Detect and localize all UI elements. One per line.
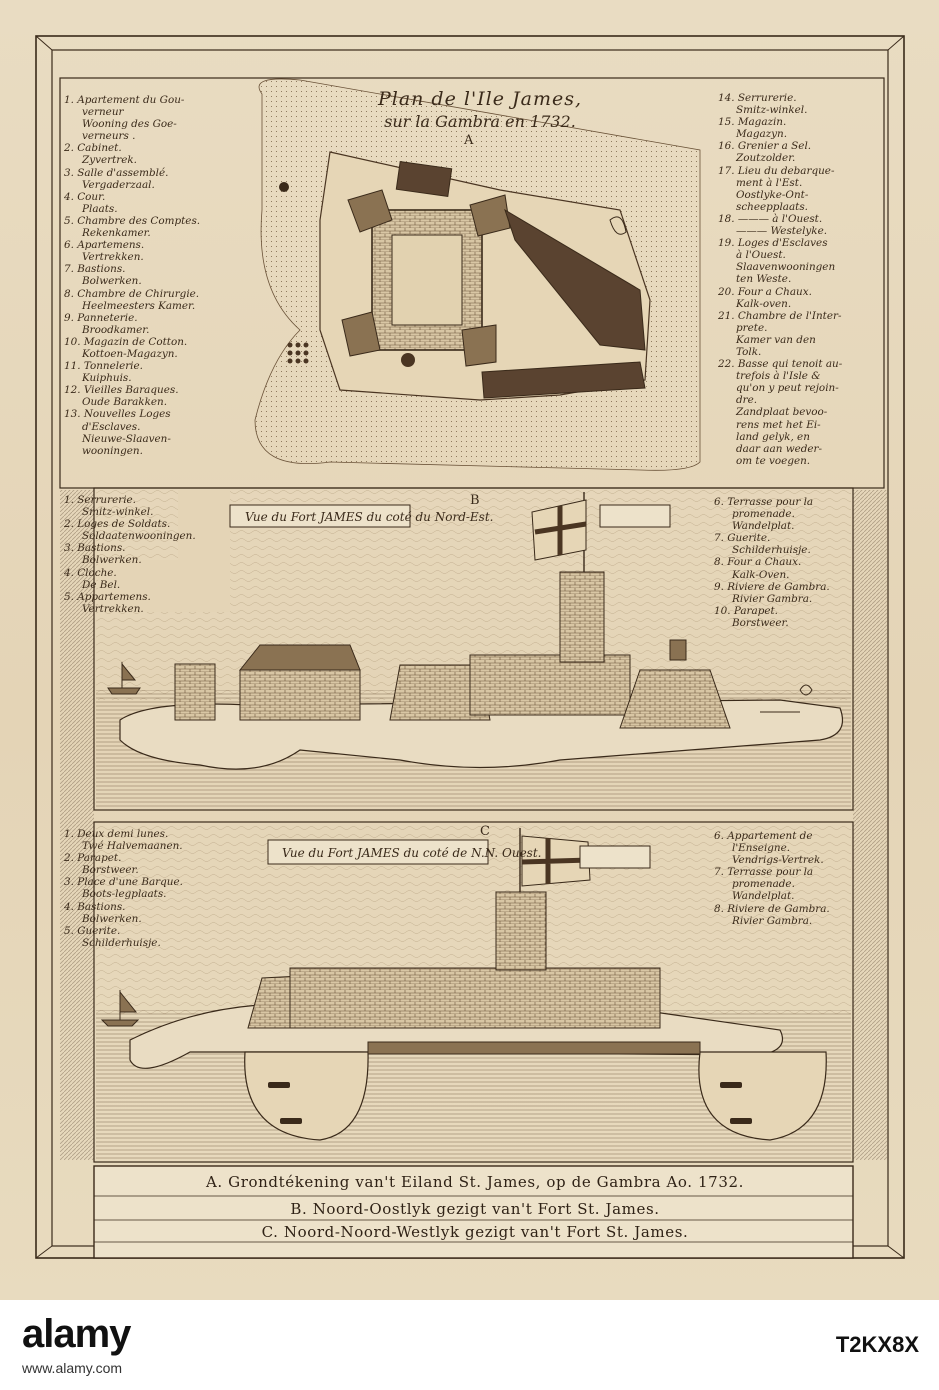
legend-entry: Rivier Gambra. <box>732 914 813 927</box>
soldiers-lodges-roof <box>240 645 360 670</box>
legend-entry: 7. Bastions. <box>64 263 126 276</box>
apartments-b <box>470 655 630 715</box>
view-b-legend-left <box>64 494 234 615</box>
legend-entry: 11. Tonnelerie. <box>64 360 143 373</box>
bastion-se <box>462 325 496 366</box>
legend-entry: 6. Apartemens. <box>64 239 145 252</box>
banner-c-right <box>580 846 650 868</box>
legend-entry: De Bel. <box>82 578 121 591</box>
plan-letter: A <box>464 133 474 148</box>
tower-c <box>496 892 546 970</box>
legend-entry: 4. Bastions. <box>64 900 126 913</box>
legend-entry: 22. Basse qui tenoit au- <box>718 358 843 371</box>
legend-entry: qu'on y peut rejoin- <box>736 382 839 395</box>
legend-entry: Twé Halvemaanen. <box>82 840 183 853</box>
legend-entry: d'Esclaves. <box>82 420 141 433</box>
legend-entry: verneur <box>82 106 124 119</box>
legend-entry: Broodkamer. <box>82 323 150 336</box>
legend-entry: Bolwerken. <box>82 275 142 288</box>
right-side-border <box>853 490 887 1160</box>
legend-entry: Kottoen-Magazyn. <box>82 347 178 360</box>
legend-entry: 19. Loges d'Esclaves <box>718 237 828 250</box>
legend-entry: 7. Guerite. <box>714 532 771 545</box>
legend-entry: 10. Magazin de Cotton. <box>64 335 188 348</box>
legend-entry: 18. ——— à l'Ouest. <box>718 212 823 225</box>
tower-b <box>560 572 604 662</box>
plan-title: Plan de l'Ile James, <box>377 88 583 110</box>
image-id: T2KX8X <box>835 1332 919 1357</box>
legend-entry: 14. Serrurerie. <box>718 92 797 104</box>
view-c-legend-right <box>714 830 864 927</box>
view-c-banner: Vue du Fort JAMES du coté de N.N. Ouest. <box>282 846 542 860</box>
legend-entry: 12. Vieilles Baraques. <box>64 384 179 397</box>
legend-entry: Zoutzolder. <box>736 152 796 165</box>
legend-entry: 21. Chambre de l'Inter- <box>718 309 842 322</box>
legend-entry: land gelyk, en <box>736 430 810 443</box>
legend-entry: prete. <box>736 321 768 334</box>
view-c-letter: C <box>480 824 490 839</box>
sentry-box-b <box>670 640 686 660</box>
fort-courtyard <box>392 235 462 325</box>
legend-entry: Schilderhuisje. <box>732 544 811 557</box>
legend-entry: rens met het Ei- <box>736 418 821 431</box>
legend-entry: 2. Loges de Soldats. <box>64 518 171 531</box>
interpreter-room <box>401 353 415 367</box>
legend-entry: Bolwerken. <box>82 554 142 567</box>
legend-entry: Borstweer. <box>732 616 789 629</box>
legend-entry: ——— Westelyke. <box>736 225 828 238</box>
legend-entry: 9. Riviere de Gambra. <box>714 580 830 593</box>
legend-entry: Bolwerken. <box>82 912 142 925</box>
legend-entry: 8. Chambre de Chirurgie. <box>64 287 200 300</box>
legend-entry: Wandelplat. <box>732 890 795 903</box>
view-b-legend-right <box>714 496 854 629</box>
legend-entry: 9. Panneterie. <box>64 311 138 324</box>
plan-legend-left <box>64 94 264 457</box>
soldiers-lodges <box>240 670 360 720</box>
legend-entry: 8. Riviere de Gambra. <box>714 902 830 915</box>
legend-entry: Heelmeesters Kamer. <box>82 299 196 312</box>
legend-entry: Soldaatenwooningen. <box>82 530 196 543</box>
stock-logo: alamy <box>22 1312 131 1356</box>
legend-entry: Slaavenwooningen <box>736 261 836 274</box>
legend-entry: Vergaderzaal. <box>82 178 155 191</box>
legend-entry: Vertrekken. <box>82 602 144 615</box>
legend-entry: Wooning des Goe- <box>82 118 177 131</box>
legend-entry: Magazyn. <box>736 128 788 141</box>
legend-entry: Vertrekken. <box>82 251 144 264</box>
caption-c: C. Noord-Noord-Westlyk gezigt van't Fort St. James. <box>261 1223 689 1241</box>
legend-entry: Wandelplat. <box>732 520 795 533</box>
plan-subtitle: sur la Gambra en 1732. <box>384 112 576 131</box>
legend-entry: Smitz-winkel. <box>82 506 154 519</box>
legend-entry: 6. Terrasse pour la <box>714 496 814 508</box>
legend-entry: 5. Chambre des Comptes. <box>64 214 201 227</box>
legend-entry: Tolk. <box>736 345 762 358</box>
legend-entry: Borstweer. <box>82 864 139 877</box>
legend-entry: à l'Ouest. <box>736 249 786 262</box>
smithy <box>175 664 215 720</box>
legend-entry: ment à l'Est. <box>736 176 803 189</box>
legend-entry: scheepplaats. <box>736 200 808 213</box>
legend-entry: dre. <box>736 394 758 407</box>
legend-entry: l'Enseigne. <box>732 842 791 855</box>
legend-entry: 7. Terrasse pour la <box>714 866 814 879</box>
legend-entry: 1. Apartement du Gou- <box>64 94 185 106</box>
slave-lodges-west <box>288 343 309 364</box>
legend-entry: 6. Appartement de <box>714 830 813 842</box>
banner-b-right <box>600 505 670 527</box>
legend-entry: verneurs . <box>82 130 136 143</box>
legend-entry: daar aan weder- <box>736 442 823 455</box>
legend-entry: Rivier Gambra. <box>732 592 813 605</box>
legend-entry: om te voegen. <box>736 454 811 467</box>
bastion-b-right <box>620 670 730 728</box>
view-b-letter: B <box>470 493 480 508</box>
legend-entry: Schilderhuisje. <box>82 936 161 949</box>
legend-entry: 20. Four a Chaux. <box>718 285 812 298</box>
legend-entry: Plaats. <box>82 202 118 215</box>
legend-entry: 15. Magazin. <box>718 116 787 129</box>
stock-strip <box>12 1300 927 1390</box>
legend-entry: 1. Serrurerie. <box>64 494 136 506</box>
caption-a: A. Grondtékening van't Eiland St. James, op de Gambra Ao. 1732. <box>206 1173 744 1191</box>
caption-b: B. Noord-Oostlyk gezigt van't Fort St. James. <box>290 1200 660 1218</box>
parapet-c <box>368 1042 700 1054</box>
terrace-c <box>290 968 660 1028</box>
legend-entry: Smitz-winkel. <box>736 104 808 117</box>
legend-entry: 17. Lieu du debarque- <box>718 164 835 177</box>
legend-entry: trefois à l'Isle & <box>736 370 821 383</box>
legend-entry: 2. Cabinet. <box>64 142 122 155</box>
legend-entry: Oostlyke-Ont- <box>736 188 809 201</box>
legend-entry: Nieuwe-Slaaven- <box>82 432 171 445</box>
legend-entry: Zyvertrek. <box>82 154 137 167</box>
view-b-banner: Vue du Fort JAMES du coté du Nord-Est. <box>245 510 494 524</box>
legend-entry: Kalk-Oven. <box>732 568 790 581</box>
lime-kiln-west <box>279 182 289 192</box>
legend-entry: 4. Cloche. <box>64 566 117 579</box>
legend-entry: Boots-legplaats. <box>82 888 167 901</box>
legend-entry: 4. Cour. <box>64 190 106 203</box>
legend-entry: 1. Deux demi lunes. <box>64 828 169 840</box>
legend-entry: 8. Four a Chaux. <box>714 556 802 569</box>
legend-entry: 3. Place d'une Barque. <box>64 876 183 889</box>
legend-entry: 16. Grenier a Sel. <box>718 140 812 153</box>
legend-entry: 3. Bastions. <box>64 542 126 555</box>
stock-site-url: www.alamy.com <box>22 1360 123 1376</box>
legend-entry: Rekenkamer. <box>82 227 151 240</box>
legend-entry: Kamer van den <box>736 333 816 346</box>
legend-entry: Kuiphuis. <box>82 372 132 385</box>
legend-entry: 2. Parapet. <box>64 852 122 865</box>
legend-entry: promenade. <box>732 508 795 521</box>
legend-entry: 3. Salle d'assemblé. <box>64 166 169 179</box>
legend-entry: 10. Parapet. <box>714 604 778 617</box>
legend-entry: ten Weste. <box>736 273 792 286</box>
legend-entry: Kalk-oven. <box>736 297 792 310</box>
legend-entry: 5. Guerite. <box>64 924 121 937</box>
view-c-legend-left <box>64 828 244 949</box>
legend-entry: Oude Barakken. <box>82 396 168 409</box>
plan-legend-right <box>718 92 886 467</box>
legend-entry: promenade. <box>732 878 795 891</box>
legend-entry: 13. Nouvelles Loges <box>64 408 171 421</box>
legend-entry: 5. Appartemens. <box>64 590 151 603</box>
legend-entry: Vendrigs-Vertrek. <box>732 854 824 867</box>
legend-entry: wooningen. <box>82 444 143 457</box>
legend-entry: Zandplaat bevoo- <box>736 406 828 419</box>
